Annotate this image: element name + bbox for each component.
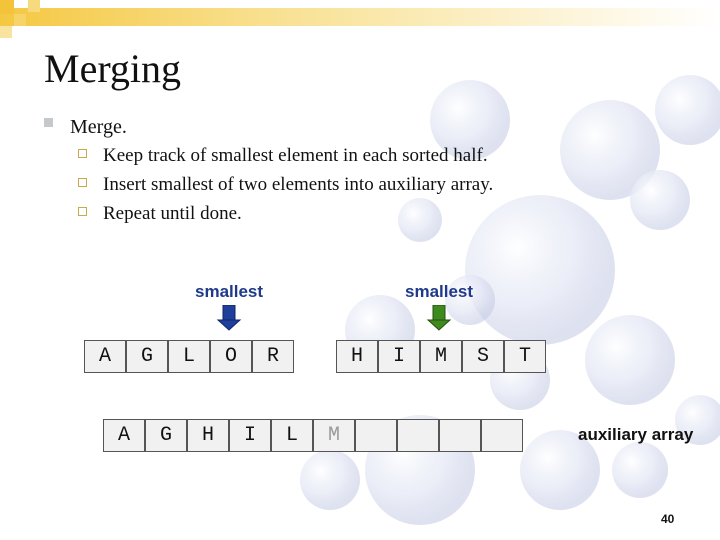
hollow-square-bullet-icon (78, 207, 87, 216)
sub-bullet-text: Repeat until done. (103, 203, 242, 224)
aux-cell: L (271, 419, 313, 452)
right-half-cell: T (504, 340, 546, 373)
hollow-square-bullet-icon (78, 178, 87, 187)
left-half-cell: G (126, 340, 168, 373)
right-down-arrow-icon (426, 305, 452, 331)
aux-cell-empty (481, 419, 523, 452)
aux-cell: I (229, 419, 271, 452)
left-half-cell: A (84, 340, 126, 373)
aux-cell: A (103, 419, 145, 452)
aux-cell: H (187, 419, 229, 452)
aux-cell-empty (439, 419, 481, 452)
right-half-cell: I (378, 340, 420, 373)
left-half-cell: R (252, 340, 294, 373)
aux-cell-empty (355, 419, 397, 452)
right-half-cell: S (462, 340, 504, 373)
hollow-square-bullet-icon (78, 149, 87, 158)
left-half-cell: L (168, 340, 210, 373)
aux-cell-pending: M (313, 419, 355, 452)
right-half-cell: M (420, 340, 462, 373)
auxiliary-array-label: auxiliary array (578, 425, 694, 444)
left-half-cell: O (210, 340, 252, 373)
right-half-cell: H (336, 340, 378, 373)
top-gradient-band (0, 0, 720, 40)
right-smallest-label: smallest (405, 282, 474, 301)
slide-title: Merging (44, 46, 182, 91)
left-smallest-label: smallest (195, 282, 264, 301)
square-bullet-icon (44, 118, 53, 127)
left-down-arrow-icon (216, 305, 242, 331)
page-number: 40 (661, 512, 675, 526)
bullet-text: Merge. (70, 116, 127, 138)
sub-bullet-text: Insert smallest of two elements into auxiliary array. (103, 174, 494, 195)
aux-cell: G (145, 419, 187, 452)
sub-bullet-text: Keep track of smallest element in each sorted half. (103, 145, 488, 166)
aux-cell-empty (397, 419, 439, 452)
